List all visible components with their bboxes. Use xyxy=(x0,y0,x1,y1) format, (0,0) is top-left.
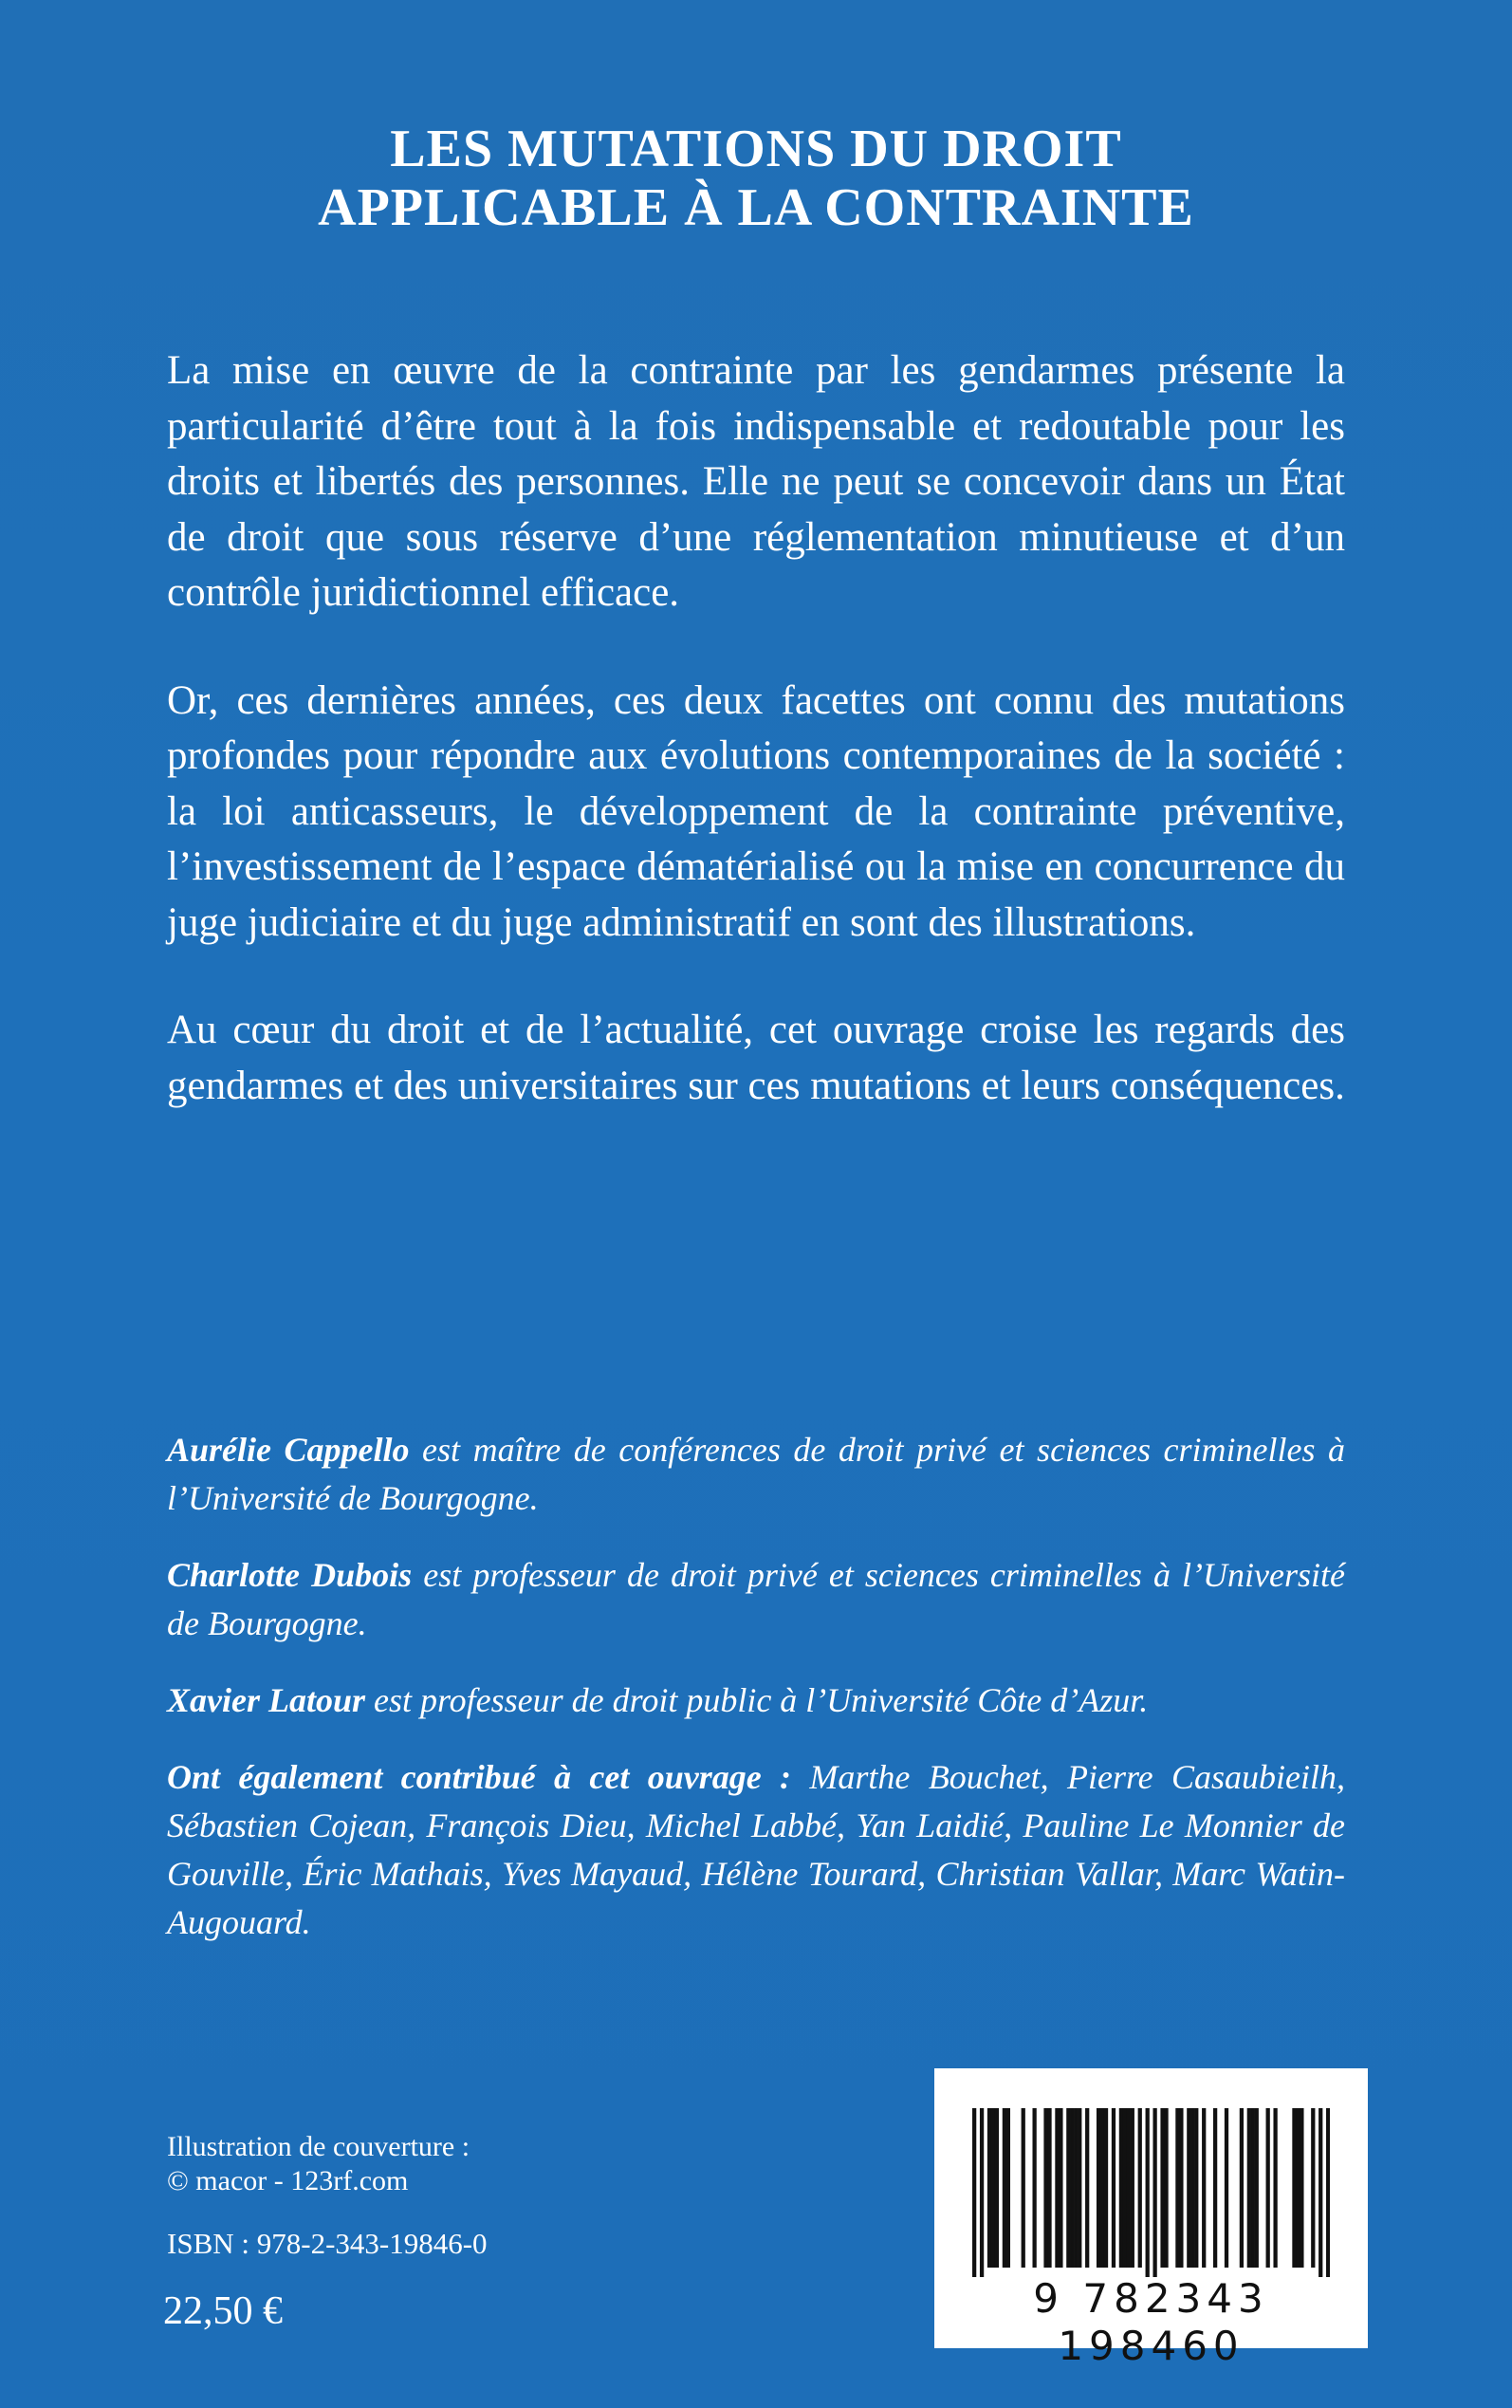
author-name-3: Xavier Latour xyxy=(167,1681,366,1719)
barcode-bar xyxy=(1003,2108,1006,2268)
author-description-2: est professeur de droit privé et sciences criminelles à l’Université de Bourgogne. xyxy=(167,1556,1345,1642)
barcode-bar xyxy=(1059,2108,1062,2268)
barcode-bar xyxy=(1138,2108,1142,2268)
author-description-3: est professeur de droit public à l’Université Côte d’Azur. xyxy=(365,1681,1149,1719)
author-bio-3 xyxy=(167,1676,1345,1725)
illustration-credit: © macor - 123rf.com xyxy=(167,2165,409,2196)
author-description-1: est maître de conférences de droit privé et sciences criminelles à l’Université de Bourgogne. xyxy=(167,1431,1346,1517)
barcode-bar xyxy=(1112,2108,1116,2268)
barcode-bar xyxy=(1032,2108,1036,2268)
illustration-credits xyxy=(167,2130,470,2198)
barcode-bar xyxy=(1266,2108,1270,2268)
barcode-bar xyxy=(1213,2108,1217,2268)
barcode-bar xyxy=(1190,2108,1194,2268)
price: 22,50 € xyxy=(163,2289,283,2333)
barcode-bar xyxy=(1104,2108,1108,2268)
blurb xyxy=(167,343,1345,1166)
barcode-bar xyxy=(1247,2108,1251,2268)
contributors-list: Marthe Bouchet, Pierre Casaubieilh, Sébastien Cojean, François Dieu, Michel Labbé, Yan Laidié, Pauline Le Monnier de Gouville, Éric Mathais, Yves Mayaud, Hélène Tourard, Christian Vallar, Marc Watin-Augouard. xyxy=(167,1758,1345,1941)
author-name-2: Charlotte Dubois xyxy=(167,1556,413,1594)
barcode-bar xyxy=(1085,2108,1089,2268)
barcode-bar xyxy=(1006,2108,1010,2268)
barcode-bar xyxy=(1160,2108,1164,2268)
barcode-bar xyxy=(1292,2108,1296,2268)
author-bio-2 xyxy=(167,1551,1345,1648)
barcode-guard-bar xyxy=(980,2108,984,2277)
barcode-bar xyxy=(991,2108,995,2268)
title-line-2: APPLICABLE À LA CONTRAINTE xyxy=(318,178,1194,237)
barcode-bar xyxy=(995,2108,999,2268)
barcode-bar xyxy=(1164,2108,1168,2268)
author-bio-1 xyxy=(167,1426,1345,1523)
barcode-bar xyxy=(1131,2108,1134,2268)
author-bios xyxy=(167,1426,1345,1975)
blurb-paragraph-2: Or, ces dernières années, ces deux facettes ont connu des mutations profondes pour répondre aux évolutions contemporaines de la société : la loi anticasseurs, le développement de la contrainte préventive, l’investissement de l’espace dématérialisé ou la mise en concurrence du juge judiciaire et du juge administratif en sont des illustrations. xyxy=(167,677,1345,945)
blurb-paragraph-1: La mise en œuvre de la contrainte par les gendarmes présente la particularité d’être tout à la fois indispensable et redoutable pour les droits et libertés des personnes. Elle ne peut se concevoir dans un État de droit que sous réserve d’une réglementation minutieuse et d’un contrôle juridictionnel efficace. xyxy=(167,348,1345,615)
barcode-bar xyxy=(1043,2108,1047,2268)
barcode-bar xyxy=(1097,2108,1100,2268)
illustration-label: Illustration de couverture : xyxy=(167,2131,470,2162)
barcode-guard-bar xyxy=(1152,2108,1156,2277)
barcode-bar xyxy=(1194,2108,1198,2268)
barcode-bar xyxy=(1100,2108,1104,2268)
barcode-bar xyxy=(1175,2108,1179,2268)
contributors xyxy=(167,1753,1345,1947)
barcode-number: 9 782343 198460 xyxy=(1033,2275,1269,2369)
contributors-label: Ont également contribué à cet ouvrage : xyxy=(167,1758,792,1796)
barcode-bar xyxy=(1225,2108,1228,2268)
barcode-bar xyxy=(1273,2108,1277,2268)
barcode-bar xyxy=(1202,2108,1206,2268)
barcode-bar xyxy=(1047,2108,1051,2268)
barcode-bar xyxy=(987,2108,991,2268)
blurb-paragraph-3: Au cœur du droit et de l’actualité, cet ouvrage croise les regards des gendarmes et des universitaires sur ces mutations et leurs conséquences. xyxy=(167,1008,1345,1108)
book-title xyxy=(166,120,1346,237)
barcode-bar xyxy=(1127,2108,1131,2268)
barcode-bar xyxy=(1070,2108,1074,2268)
barcode-bar xyxy=(1179,2108,1183,2268)
barcode-bar xyxy=(1074,2108,1078,2268)
barcode-guard-bar xyxy=(1146,2108,1150,2277)
barcode-bar xyxy=(1296,2108,1300,2268)
barcode-bar xyxy=(1300,2108,1303,2268)
barcode-bar xyxy=(1255,2108,1259,2268)
barcode-bar xyxy=(1311,2108,1315,2268)
barcode-bars-icon xyxy=(972,2108,1330,2277)
barcode-guard-bar xyxy=(1326,2108,1330,2277)
barcode-bar xyxy=(1022,2108,1025,2268)
barcode-guard-bar xyxy=(1318,2108,1322,2277)
author-name-1: Aurélie Cappello xyxy=(167,1431,410,1469)
barcode xyxy=(934,2068,1368,2369)
barcode-bar xyxy=(1251,2108,1255,2268)
barcode-bar xyxy=(1055,2108,1059,2268)
barcode-bar xyxy=(1066,2108,1070,2268)
barcode-bar xyxy=(1123,2108,1127,2268)
barcode-bar xyxy=(1078,2108,1081,2268)
barcode-bar xyxy=(1187,2108,1190,2268)
isbn: ISBN : 978-2-343-19846-0 xyxy=(167,2227,488,2260)
barcode-bar xyxy=(1240,2108,1244,2268)
title-line-1: LES MUTATIONS DU DROIT xyxy=(390,120,1122,178)
barcode-bar xyxy=(1119,2108,1123,2268)
barcode-guard-bar xyxy=(972,2108,976,2277)
